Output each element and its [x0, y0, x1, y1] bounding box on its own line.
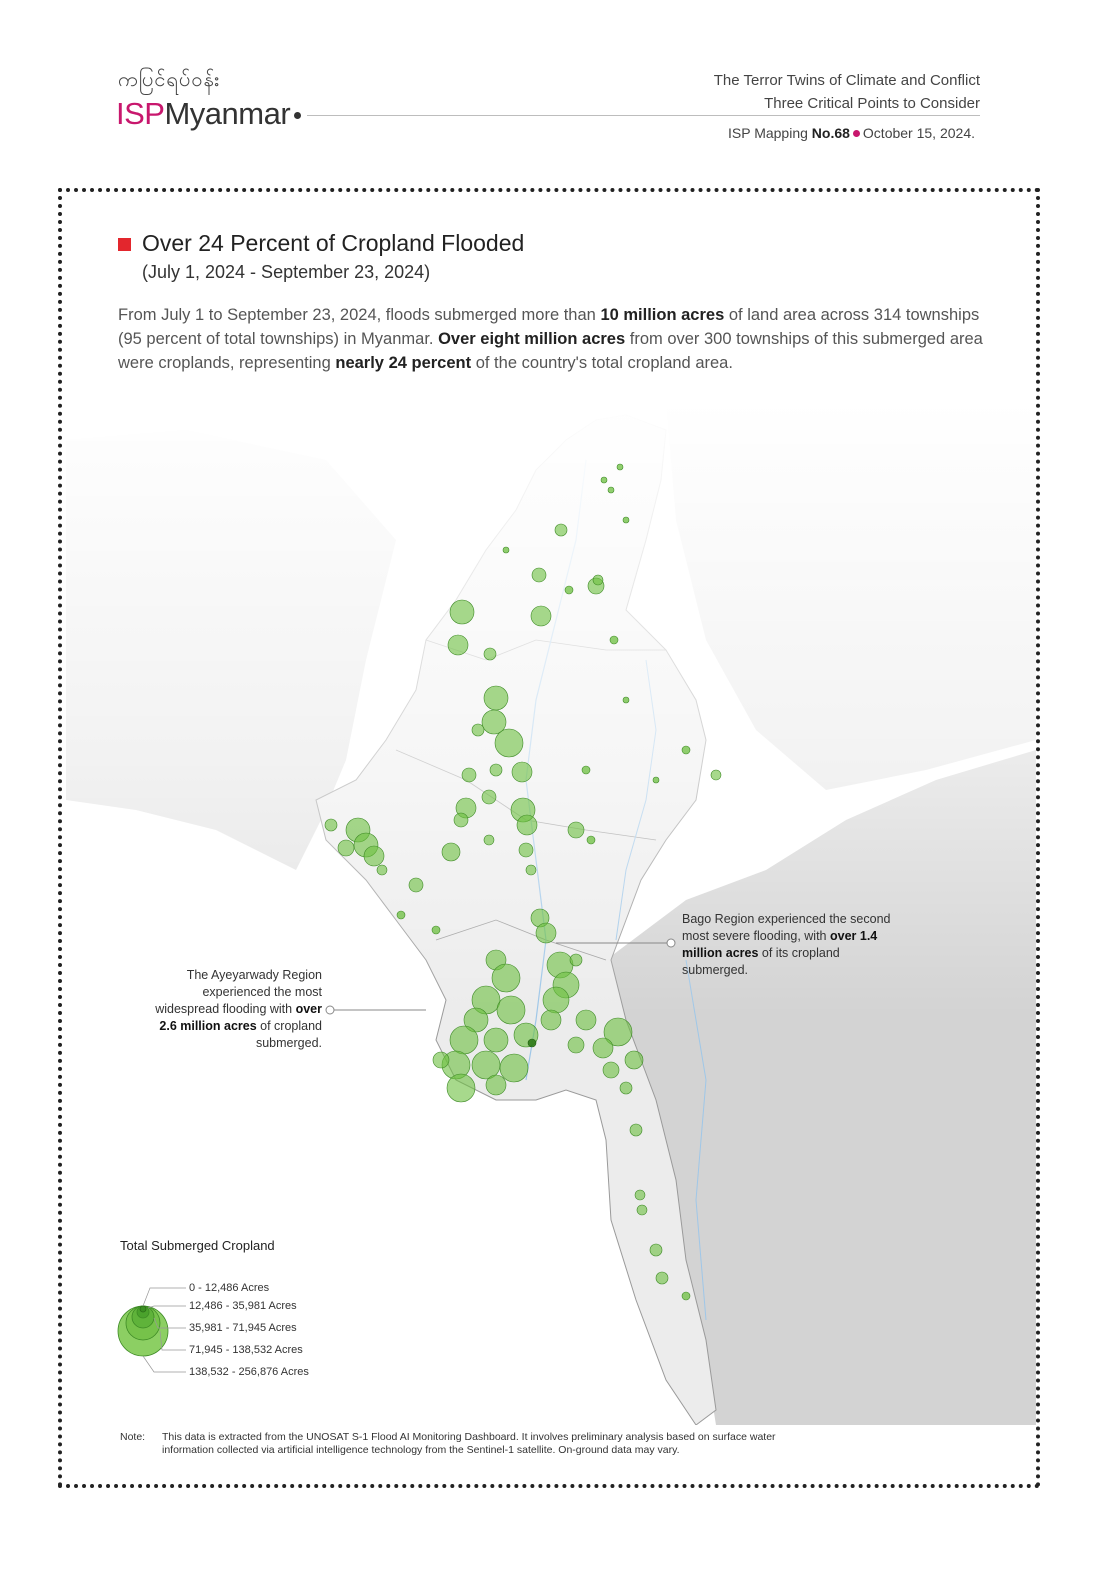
- township-bubble: [623, 697, 629, 703]
- township-bubble: [432, 926, 440, 934]
- township-bubble: [625, 1051, 643, 1069]
- legend-leader: [143, 1356, 186, 1372]
- township-bubble: [484, 1028, 508, 1052]
- summary-text: of land area across 314 townships (95 percent of total townships) in Myanmar.: [118, 306, 980, 348]
- township-bubble: [450, 600, 474, 624]
- legend-label: 138,532 - 256,876 Acres: [189, 1366, 309, 1378]
- township-bubble: [495, 729, 523, 757]
- township-bubble: [582, 766, 590, 774]
- township-bubble: [450, 1026, 478, 1054]
- annotation-highlight: over 1.4 million acres: [682, 929, 878, 960]
- issue-date: October 15, 2024.: [862, 125, 975, 141]
- page-title: Over 24 Percent of Cropland Flooded: [142, 230, 525, 256]
- township-bubble: [653, 777, 659, 783]
- callout-dot-bago: [667, 939, 675, 947]
- township-bubble: [576, 1010, 596, 1030]
- legend-label: 71,945 - 138,532 Acres: [189, 1344, 303, 1356]
- summary-highlight: nearly 24 percent: [335, 354, 472, 372]
- issue-dot: [853, 130, 860, 137]
- township-bubble: [490, 764, 502, 776]
- note-label: Note:: [120, 1431, 146, 1443]
- title-marker: [118, 238, 131, 251]
- township-bubble: [500, 1054, 528, 1082]
- township-bubble: [377, 865, 387, 875]
- issue-info: [728, 125, 975, 141]
- township-bubble: [484, 686, 508, 710]
- annotation-highlight: over 2.6 million acres: [159, 1002, 322, 1033]
- logo-name: Myanmar: [164, 96, 291, 131]
- township-bubble: [650, 1244, 662, 1256]
- township-bubble: [447, 1074, 475, 1102]
- township-bubble: [656, 1272, 668, 1284]
- township-bubble: [448, 635, 468, 655]
- township-bubble: [617, 464, 623, 470]
- township-bubble: [531, 606, 551, 626]
- summary-highlight: Over eight million acres: [438, 330, 626, 348]
- township-bubble: [603, 1062, 619, 1078]
- township-bubble: [397, 911, 405, 919]
- township-bubble: [517, 815, 537, 835]
- township-bubble: [536, 923, 556, 943]
- legend-symbols: [110, 1276, 190, 1386]
- township-bubble: [637, 1205, 647, 1215]
- township-bubble: [610, 636, 618, 644]
- summary-text: from over 300 townships of this submerged area were croplands, representing: [118, 330, 983, 372]
- summary-text: of the country's total cropland area.: [471, 354, 733, 372]
- township-bubble: [325, 819, 337, 831]
- township-bubble: [482, 790, 496, 804]
- township-bubble: [442, 843, 460, 861]
- legend-label: 35,981 - 71,945 Acres: [189, 1322, 297, 1334]
- township-bubble: [570, 954, 582, 966]
- township-bubble: [711, 770, 721, 780]
- note-text: This data is extracted from the UNOSAT S-1 Flood AI Monitoring Dashboard. It involves preliminary analysis based on surface water information collected via artificial intelligence technology from the Sentinel-1 satellite. On-ground data may vary.: [162, 1431, 776, 1456]
- township-bubble: [472, 724, 484, 736]
- date-range: (July 1, 2024 - September 23, 2024): [142, 262, 431, 282]
- summary-text: From July 1 to September 23, 2024, floods submerged more than: [118, 306, 601, 324]
- township-bubble: [682, 746, 690, 754]
- township-bubble: [486, 1075, 506, 1095]
- township-bubble: [528, 1039, 536, 1047]
- township-bubble: [492, 964, 520, 992]
- annotation-text: Bago Region experienced the second most severe flooding, with: [682, 912, 891, 943]
- legend-title: Total Submerged Cropland: [120, 1238, 275, 1253]
- township-bubble: [565, 586, 573, 594]
- summary-paragraph: [118, 303, 988, 375]
- township-bubble: [462, 768, 476, 782]
- township-bubble: [338, 840, 354, 856]
- issue-prefix: ISP Mapping: [728, 125, 808, 141]
- annotation-bago: [682, 911, 897, 979]
- legend-leader: [148, 1306, 186, 1308]
- header-dot: [294, 112, 301, 119]
- township-bubble: [593, 575, 603, 585]
- township-bubble: [409, 878, 423, 892]
- township-bubble: [497, 996, 525, 1024]
- township-bubble: [587, 836, 595, 844]
- summary-highlight: 10 million acres: [600, 306, 725, 324]
- township-bubble: [543, 987, 569, 1013]
- logo-brand: ISP: [116, 96, 165, 131]
- logo: [116, 96, 290, 132]
- series-subtitle: Three Critical Points to Consider: [764, 95, 980, 112]
- township-bubble: [620, 1082, 632, 1094]
- township-bubble: [503, 547, 509, 553]
- township-bubble: [608, 487, 614, 493]
- township-bubble: [623, 517, 629, 523]
- township-bubble: [568, 1037, 584, 1053]
- annotation-text: The Ayeyarwady Region experienced the most widespread flooding with: [155, 968, 322, 1016]
- township-bubble: [541, 1010, 561, 1030]
- series-title: The Terror Twins of Climate and Conflict: [713, 72, 980, 89]
- township-bubble: [630, 1124, 642, 1136]
- callout-dot-ayeyarwady: [326, 1006, 334, 1014]
- township-bubble: [593, 1038, 613, 1058]
- annotation-ayeyarwady: [150, 967, 322, 1052]
- township-bubble: [512, 762, 532, 782]
- legend-label: 0 - 12,486 Acres: [189, 1282, 270, 1294]
- township-bubble: [454, 813, 468, 827]
- township-bubble: [555, 524, 567, 536]
- township-bubble: [635, 1190, 645, 1200]
- township-bubble: [433, 1052, 449, 1068]
- legend-circle-1: [140, 1306, 146, 1312]
- township-bubble: [568, 822, 584, 838]
- township-bubble: [364, 846, 384, 866]
- annotation-text: of its cropland submerged.: [682, 946, 840, 977]
- township-bubble: [601, 477, 607, 483]
- header-divider: [307, 115, 980, 116]
- township-bubble: [532, 568, 546, 582]
- township-bubble: [526, 865, 536, 875]
- annotation-text: of cropland submerged.: [255, 1019, 322, 1050]
- legend-label: 12,486 - 35,981 Acres: [189, 1300, 297, 1312]
- township-bubble: [682, 1292, 690, 1300]
- logo-script-text: ကပြင်ရပ်ဝန်း: [118, 67, 220, 91]
- township-bubble: [484, 835, 494, 845]
- legend-leader: [143, 1288, 186, 1306]
- township-bubble: [484, 648, 496, 660]
- township-bubble: [519, 843, 533, 857]
- issue-number: No.68: [811, 125, 850, 141]
